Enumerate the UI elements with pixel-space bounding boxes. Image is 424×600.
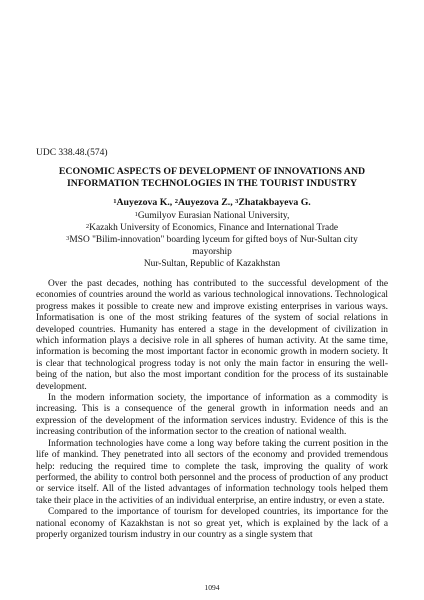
title-line-2: INFORMATION TECHNOLOGIES IN THE TOURIST INDUSTRY [66,178,358,189]
affiliation-2: $^2$Kazakh University of Economics, Finance and International Trade [85,223,339,233]
author-name: Auyezova K., [116,197,175,208]
affiliation-3: $^3$MSO "Bilim-innovation" boarding lyceum for gifted boys of Nur-Sultan city [66,235,358,245]
author-list [36,197,388,209]
page-number: 1094 [204,583,220,592]
affiliation-3-cont: mayorship [192,247,232,257]
affiliation-location: Nur-Sultan, Republic of Kazakhstan [143,259,281,269]
author-name: Zhatakbayeva G. [238,197,311,208]
body-text [36,279,388,541]
author-mark: 2 [174,198,178,205]
title-line-1: ECONOMIC ASPECTS OF DEVELOPMENT OF INNOVATIONS AND [58,166,366,177]
affiliation-1: $^1$Gumilyov Eurasian National University, [134,211,290,221]
author-mark: 1 [113,198,117,205]
paragraph: Information technologies have come a long way before taking the current position in the life of mankind. They penetrated into all sectors of the economy and provided tremendous help: reducing the required time to complete the task, improving the quality of work performed, the ability to control both personnel and the process of production of any product or service itself. All of the listed advantages of information technology tools helped them take their place in the activities of an individual enterprise, an entire industry, or even a state. [36,438,388,506]
paragraph: In the modern information society, the importance of information as a commodity is increasing. This is a consequence of the general growth in information needs and an expression of the development of the information services industry. Evidence of this is the increasing contribution of the information sector to the creation of national wealth. [36,393,388,438]
paragraph: Compared to the importance of tourism for developed countries, its importance for the national economy of Kazakhstan is not so great yet, which is explained by the lack of a properly organized tourism industry in our country as a single system that [36,507,388,540]
udc-code: UDC 338.48.(574) [36,148,108,158]
author-mark: 3 [235,198,239,205]
affiliations [36,210,388,270]
author-name: Auyezova Z., [177,197,236,208]
paragraph: Over the past decades, nothing has contributed to the successful development of the economies of countries around the world as various technological innovations. Technological progress makes it possible to create new and improve existing enterprises in various ways. Informatisation is one of the most striking features of the system of social relations in developed countries. Humanity has entered a stage in the development of civilization in which information plays a decisive role in all spheres of human activity. At the same time, information is becoming the most important factor in economic growth in modern society. It is clear that technological progress today is not only the main factor in ensuring the well-being of the nation, but also the most important condition for the process of its sustainable development. [36,279,388,392]
document-page [36,0,388,600]
paper-title [36,166,388,190]
